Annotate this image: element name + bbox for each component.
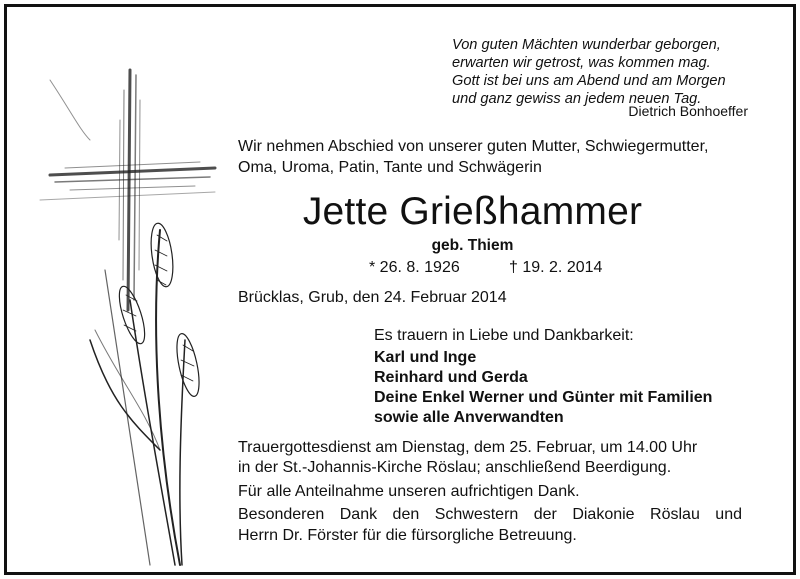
special-thanks-line: Herrn Dr. Förster für die fürsorgliche Betreuung.: [238, 527, 577, 544]
birth-date: * 26. 8. 1926: [369, 259, 460, 276]
birth-name: geb. Thiem: [431, 237, 514, 254]
poem-line: erwarten wir getrost, was kommen mag.: [452, 55, 711, 71]
service-line: Trauergottesdienst am Dienstag, dem 25. Februar, um 14.00 Uhr: [238, 439, 698, 456]
cross-and-wheat-illustration: [10, 40, 220, 570]
deceased-name: Jette Grießhammer: [302, 190, 643, 233]
mourners-heading: Es trauern in Liebe und Dankbarkeit:: [374, 327, 634, 344]
intro-line: Oma, Uroma, Patin, Tante und Schwägerin: [238, 159, 542, 176]
poem-line: und ganz gewiss an jedem neuen Tag.: [452, 91, 702, 107]
special-thanks-line: Besonderen Dank den Schwestern der Diakonie Röslau und: [238, 506, 742, 523]
poem-line: Gott ist bei uns am Abend und am Morgen: [452, 73, 726, 89]
death-date: † 19. 2. 2014: [509, 259, 603, 276]
intro-line: Wir nehmen Abschied von unserer guten Mutter, Schwiegermutter,: [238, 138, 709, 155]
mourner-name: Karl und Inge: [374, 349, 477, 366]
mourner-name: sowie alle Anverwandten: [374, 409, 564, 426]
bonhoeffer-poem: [452, 36, 726, 108]
place-date: Brücklas, Grub, den 24. Februar 2014: [238, 289, 507, 306]
poem-line: Von guten Mächten wunderbar geborgen,: [452, 37, 721, 53]
mourner-name: Reinhard und Gerda: [374, 369, 528, 386]
service-line: in der St.-Johannis-Kirche Röslau; anschließend Beerdigung.: [238, 459, 672, 476]
poem-author: Dietrich Bonhoeffer: [628, 103, 748, 119]
thanks-line: Für alle Anteilnahme unseren aufrichtigen Dank.: [238, 483, 580, 500]
mourner-name: Deine Enkel Werner und Günter mit Familien: [374, 389, 713, 406]
